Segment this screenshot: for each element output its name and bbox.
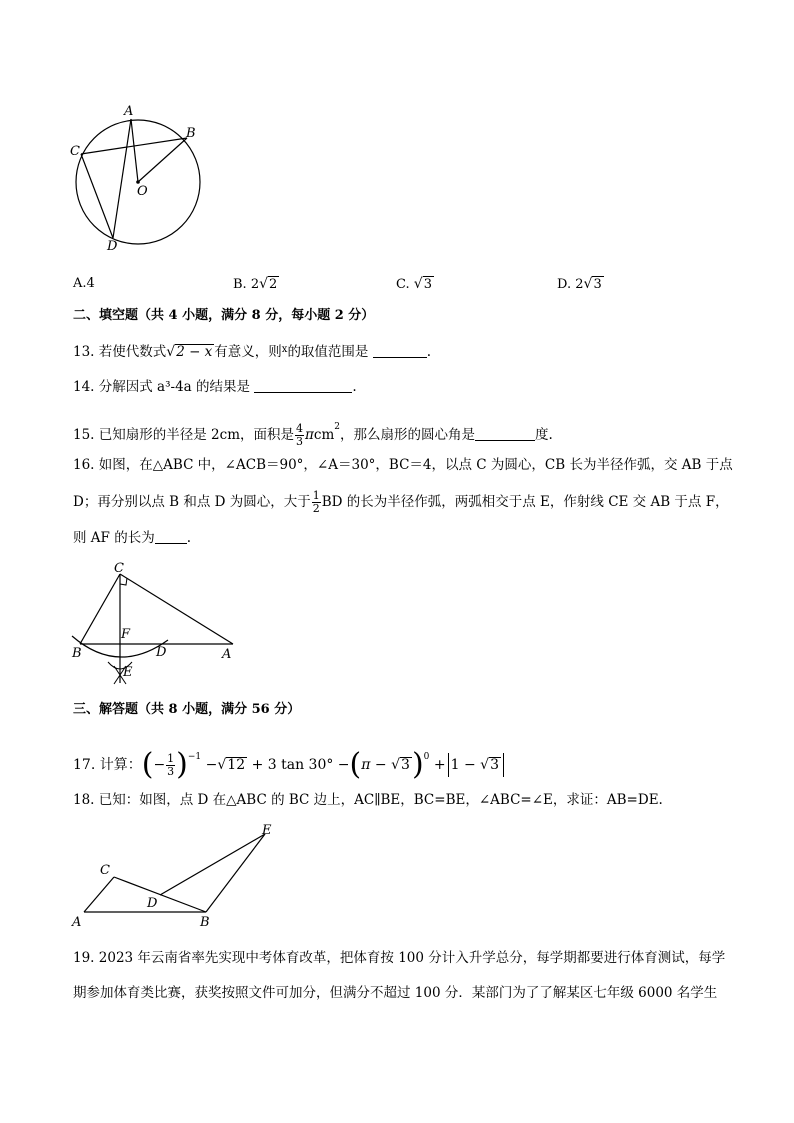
segment-AC [84,877,114,912]
q16-line2-pre: D；再分别以点 B 和点 D 为圆心，大于 [73,494,311,510]
q16-fraction [312,490,321,515]
label-B: B [186,126,196,141]
segment-DE [160,834,265,895]
q17-exp-0: 0 [423,752,430,762]
q15-denominator: 3 [296,435,304,448]
section-2-heading: 二、填空题（共 4 小题，满分 8 分，每小题 2 分） [73,308,375,323]
label-A: A [72,915,82,930]
segment-BC [80,574,120,644]
q15-suffix: ，那么扇形的圆心角是 [340,427,475,443]
q13-suffix: 的取值范围是 [287,344,369,360]
q16-denominator: 2 [312,502,320,515]
option-d-letter: D. [557,277,572,292]
q15-prefix: 15. 已知扇形的半径是 2cm，面积是 [73,427,295,443]
q13-var: x [281,344,288,355]
option-d-coef: 2 [575,277,584,292]
segment-AO [131,119,138,182]
q13-prefix: 13. 若使代数式 [73,344,167,360]
option-a-text: 4 [86,276,95,291]
option-b-radicand: 2 [269,277,278,292]
q17-inner: π − [361,757,392,773]
label-D: D [147,896,158,911]
label-D: D [107,239,118,254]
segment-CD [81,154,113,238]
q15-numerator: 4 [296,422,304,435]
segment-CA [120,574,233,644]
q13-answer-blank[interactable] [373,343,427,358]
q14-text: 14. 分解因式 a³-4a 的结果是 [73,379,251,395]
q13-middle: 有意义，则 [214,344,282,360]
option-c: C. √3 [396,276,432,292]
option-b: B. 2√2 [233,276,278,292]
question-16-line-3 [73,528,191,548]
label-C: C [114,561,124,576]
section-3-heading: 三、解答题（共 8 小题，满分 56 分） [73,702,301,717]
label-A: A [222,647,232,662]
q13-radicand: 2 − x [176,344,213,360]
q16-answer-blank[interactable] [155,529,187,544]
q15-unit: cm [313,427,335,443]
label-C: C [100,863,110,878]
label-D: D [156,645,167,660]
option-d: D. 2√3 [557,276,602,292]
question-18: 18. 已知：如图，点 D 在△ABC 的 BC 边上，AC∥BE，BC=BE，∠ABC=∠E，求证：AB=DE. [73,792,663,808]
option-a-letter: A. [73,276,87,291]
q17-exp-neg1: −1 [187,752,202,762]
label-O: O [137,184,148,199]
label-C: C [70,144,80,159]
question-16-line-1: 16. 如图，在△ABC 中，∠ACB＝90°，∠A＝30°，BC＝4，以点 C 为圆心，CB 长为半径作弧，交 AB 于点 [73,457,733,473]
q17-fraction [166,753,175,778]
q17-neg: − [153,757,166,773]
label-E: E [123,665,133,680]
q15-pi: π [305,427,314,443]
q17-numerator: 1 [167,751,175,765]
q17-tan-term: + 3 tan 30° − [251,757,350,773]
circle-figure-q12 [70,100,210,260]
q15-unit-exp: 2 [334,422,340,432]
q17-label: 17. 计算： [73,757,142,773]
q14-end: . [352,379,357,395]
q16-end: . [186,530,191,546]
option-d-radicand: 3 [593,277,602,292]
option-c-letter: C. [396,277,410,292]
q17-radicand-3a: 3 [401,757,410,773]
question-15 [73,417,553,448]
q16-numerator: 1 [312,489,320,502]
q15-end: 度. [535,427,553,443]
triangle-figure-q18 [68,820,288,932]
q17-radicand-12: 12 [227,757,246,773]
right-angle-mark [120,578,127,585]
option-b-letter: B. [233,277,247,292]
option-b-coef: 2 [250,277,260,292]
question-17: 17. 计算：(− $\frac{1}{3}$ )$^{-1}$ −√12 + 3 $\tan 30^\circ -(\pi - √3)^0 + 1 - √3$ [73,742,506,772]
q14-answer-blank[interactable] [254,378,352,393]
q15-answer-blank[interactable] [475,426,535,441]
q17-abs-inner: 1 − [450,757,481,773]
question-19-line-2: 期参加体育类比赛，获奖按照文件可加分，但满分不超过 100 分．某部门为了了解某区七年级 6000 名学生 [73,985,718,1001]
q16-line2-post: BD 的长为半径作弧，两弧相交于点 E，作射线 CE 交 AB 于点 F， [321,494,729,510]
option-a [73,274,95,294]
label-B: B [200,915,210,930]
option-c-radicand: 3 [423,277,432,292]
q17-plus: + [433,757,446,773]
q17-radicand-3b: 3 [490,757,499,773]
label-A: A [124,104,134,119]
question-13: 13. 若使代数式√2 − x 有意义，则$^x$的取值范围是 . [73,344,432,360]
q13-end: . [426,344,432,360]
q16-line3: 则 AF 的长为 [73,530,155,546]
q15-fraction [295,423,304,448]
q17-minus: − [205,757,218,773]
q17-denominator: 3 [167,764,175,778]
question-16-line-2 [73,490,729,515]
segment-BE [206,834,265,912]
segment-DA [113,119,131,238]
label-F: F [121,627,131,642]
question-19-line-1: 19. 2023 年云南省率先实现中考体育改革，把体育按 100 分计入升学总分，每学期都要进行体育测试，每学 [73,950,726,966]
label-B: B [72,646,82,661]
question-14 [73,377,357,397]
triangle-figure-q16 [68,558,248,690]
label-E: E [262,823,272,838]
